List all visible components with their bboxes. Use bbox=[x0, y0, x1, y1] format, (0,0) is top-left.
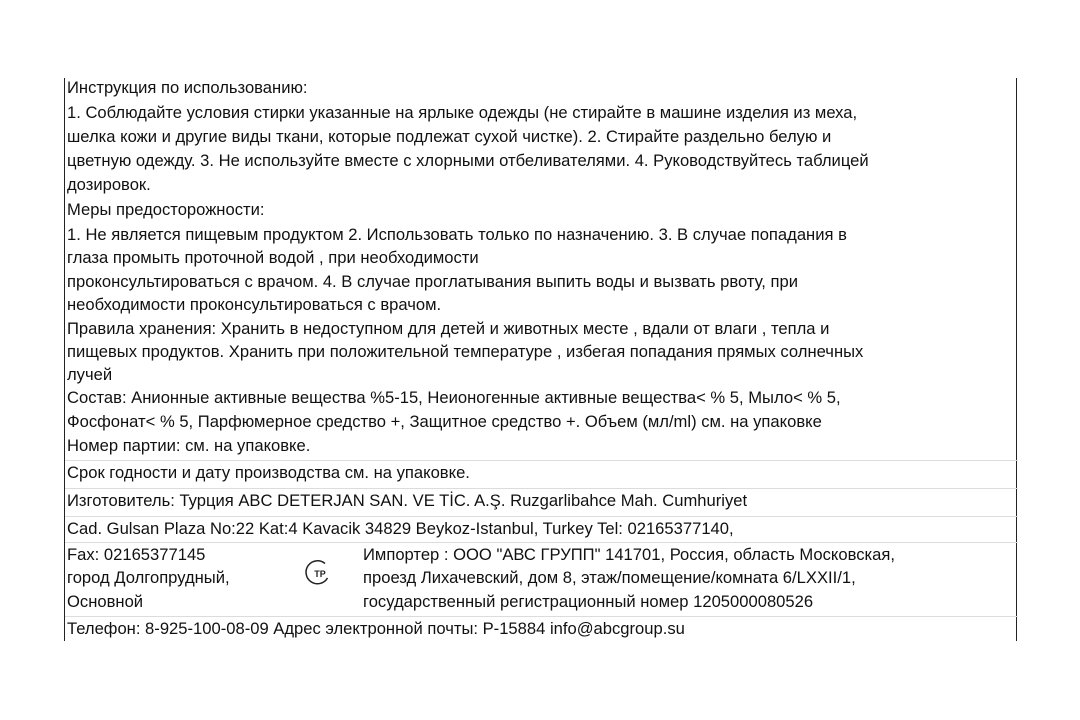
divider bbox=[65, 488, 1018, 489]
certification-mark-text: TP bbox=[314, 569, 326, 579]
contact-footer: Телефон: 8-925-100-08-09 Адрес электронной почты: Р-15884 info@abcgroup.su bbox=[67, 619, 685, 638]
composition-text-line-2: Фосфонат< % 5, Парфюмерное средство +, Защитное средство +. Объем (мл/ml) см. на упаковке bbox=[67, 412, 822, 431]
usage-text-line-1: 1. Соблюдайте условия стирки указанные на ярлыке одежды (не стирайте в машине изделия из меха, bbox=[67, 103, 858, 122]
manufacturer-line-2: Cad. Gulsan Plaza No:22 Kat:4 Kavacik 34829 Beykoz-Istanbul, Turkey Tel: 02165377140, bbox=[67, 519, 734, 538]
city-line: город Долгопрудный, bbox=[67, 568, 230, 587]
storage-text-line-1: Правила хранения: Хранить в недоступном для детей и животных месте , вдали от влаги , тепла и bbox=[67, 319, 830, 338]
divider bbox=[65, 616, 1018, 617]
usage-text-line-3: цветную одежду. 3. Не используйте вместе с хлорными отбеливателями. 4. Руководствуйтесь таблицей bbox=[67, 151, 869, 170]
importer-line-1: Импортер : ООО "АВС ГРУПП" 141701, Россия, область Московская, bbox=[363, 545, 895, 564]
expiry-info: Срок годности и дату производства см. на упаковке. bbox=[67, 463, 470, 482]
storage-text-line-3: лучей bbox=[67, 365, 113, 384]
fax-line: Fax: 02165377145 bbox=[67, 545, 206, 564]
precautions-text-line-3: проконсультироваться с врачом. 4. В случае проглатывания выпить воды и вызвать рвоту, при bbox=[67, 272, 799, 291]
manufacturer-line-1: Изготовитель: Турция ABC DETERJAN SAN. VE TİC. A.Ş. Ruzgarlibahce Mah. Cumhuriyet bbox=[67, 491, 748, 510]
composition-text-line-1: Состав: Анионные активные вещества %5-15, Неионогенные активные вещества< % 5, Мыло< % 5, bbox=[67, 388, 841, 407]
precautions-text-line-1: 1. Не является пищевым продуктом 2. Использовать только по назначению. 3. В случае попадания в bbox=[67, 225, 847, 244]
importer-line-3: государственный регистрационный номер 1205000080526 bbox=[363, 592, 814, 611]
district-line: Основной bbox=[67, 592, 144, 611]
usage-heading: Инструкция по использованию: bbox=[67, 78, 308, 97]
eac-certification-icon bbox=[302, 558, 332, 588]
divider bbox=[65, 542, 1018, 543]
precautions-text-line-2: глаза промыть проточной водой , при необходимости bbox=[67, 248, 479, 267]
instruction-document bbox=[64, 78, 1017, 641]
storage-text-line-2: пищевых продуктов. Хранить при положительной температуре , избегая попадания прямых солнечных bbox=[67, 342, 864, 361]
usage-text-line-2: шелка кожи и другие виды ткани, которые подлежат сухой чистке). 2. Стирайте раздельно белую и bbox=[67, 127, 832, 146]
divider bbox=[65, 516, 1018, 517]
importer-line-2: проезд Лихачевский, дом 8, этаж/помещение/комната 6/LXXII/1, bbox=[363, 568, 856, 587]
usage-text-line-4: дозировок. bbox=[67, 175, 151, 194]
divider bbox=[65, 460, 1018, 461]
batch-number: Номер партии: см. на упаковке. bbox=[67, 436, 311, 455]
precautions-text-line-4: необходимости проконсультироваться с врачом. bbox=[67, 295, 442, 314]
precautions-heading: Меры предосторожности: bbox=[67, 200, 265, 219]
